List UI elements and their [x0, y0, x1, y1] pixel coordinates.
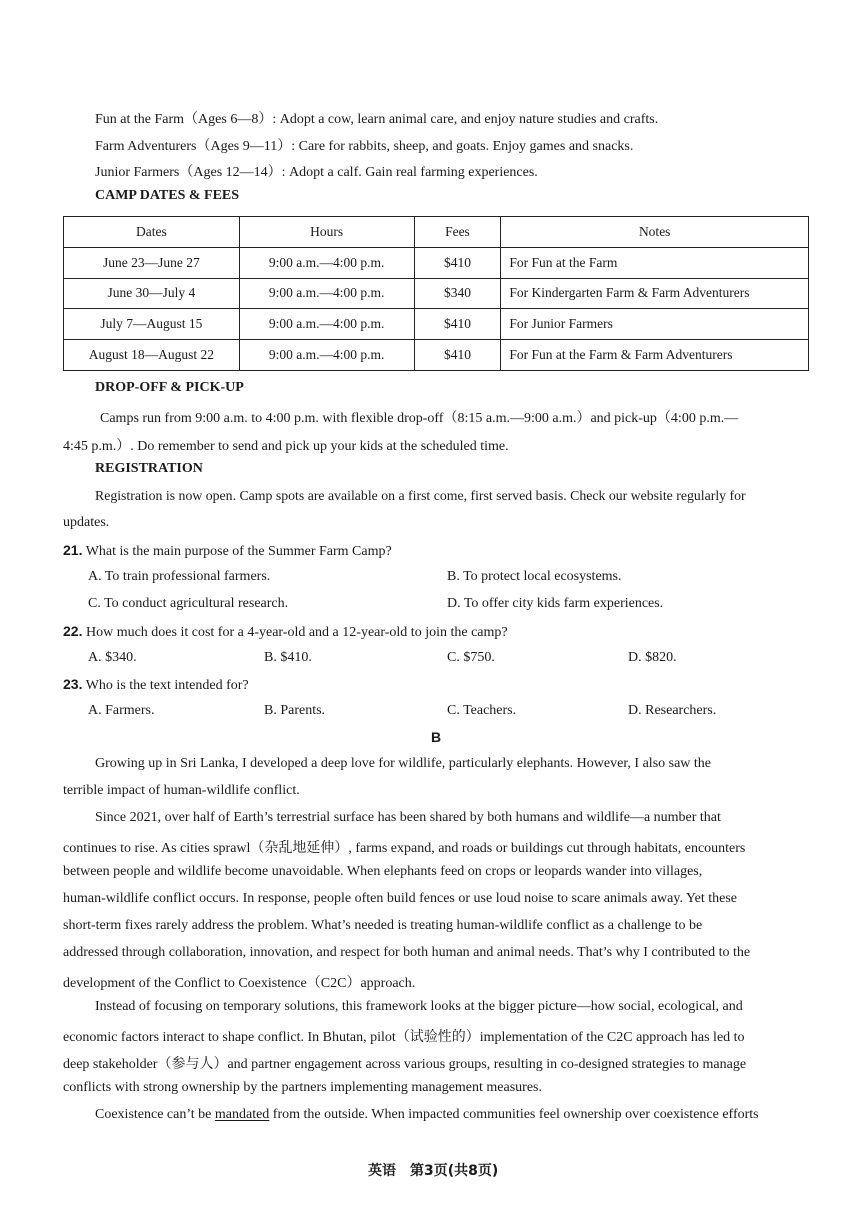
passage-p3-line-1: Instead of focusing on temporary solutions, this framework looks at the bigger picture—how social, ecological, and	[95, 999, 743, 1014]
passage-p2-line-1: Since 2021, over half of Earth’s terrestrial surface has been shared by both humans and wildlife—a number that	[95, 810, 721, 825]
dropoff-text-line-1: Camps run from 9:00 a.m. to 4:00 p.m. with flexible drop-off（8:15 a.m.—9:00 a.m.）and pick-up（4:00 p.m.—	[100, 411, 739, 426]
registration-heading: REGISTRATION	[95, 461, 203, 476]
option-23-d: D. Researchers.	[628, 703, 717, 718]
header-hours: Hours	[239, 217, 414, 248]
question-number: 22.	[63, 623, 83, 639]
passage-p1-line-1	[95, 756, 809, 772]
cell-notes: For Fun at the Farm	[501, 247, 809, 278]
option-21-c: C. To conduct agricultural research.	[88, 596, 289, 611]
cell-dates: August 18—August 22	[64, 340, 240, 371]
question-text: What is the main purpose of the Summer Farm Camp?	[85, 544, 392, 559]
header-dates: Dates	[64, 217, 240, 248]
table-row	[64, 278, 809, 309]
passage-text: from the outside. When impacted communities feel ownership over coexistence efforts	[272, 1107, 759, 1122]
passage-b-letter: B	[431, 729, 442, 745]
cell-fees: $340	[414, 278, 501, 309]
table-row	[64, 247, 809, 278]
question-23	[63, 676, 249, 694]
header-notes: Notes	[501, 217, 809, 248]
cell-fees: $410	[414, 340, 501, 371]
passage-p3-line-2: economic factors interact to shape conflict. In Bhutan, pilot（试验性的）implementation of the C2C approach has led to	[63, 1030, 745, 1045]
option-23-a: A. Farmers.	[88, 703, 155, 718]
page-footer: 英语 第3页(共8页)	[368, 1163, 499, 1179]
option-22-d: D. $820.	[628, 650, 677, 665]
program-junior-farmers: Junior Farmers（Ages 12—14）: Adopt a calf. Gain real farming experiences.	[95, 165, 538, 180]
registration-text-line-2: updates.	[63, 515, 110, 530]
cell-notes: For Fun at the Farm & Farm Adventurers	[501, 340, 809, 371]
passage-p2-line-2: continues to rise. As cities sprawl（杂乱地延伸）, farms expand, and roads or buildings cut through habitats, encounters	[63, 841, 746, 856]
question-22	[63, 623, 508, 641]
question-text: Who is the text intended for?	[85, 678, 249, 693]
cell-hours: 9:00 a.m.—4:00 p.m.	[239, 309, 414, 340]
passage-p2-line-5: short-term fixes rarely address the problem. What’s needed is treating human-wildlife conflict as a challenge to be	[63, 918, 703, 933]
option-22-a: A. $340.	[88, 650, 137, 665]
cell-hours: 9:00 a.m.—4:00 p.m.	[239, 278, 414, 309]
registration-text: Registration is now open. Camp spots are available on a first come, first served basis. Check our website regularly for	[95, 488, 746, 503]
table-header-row	[64, 217, 809, 248]
passage-text: Coexistence can’t be	[95, 1107, 212, 1122]
cell-dates: June 23—June 27	[64, 247, 240, 278]
passage-p2-line-3: between people and wildlife become unavoidable. When elephants feed on crops or leopards wander into villages,	[63, 864, 703, 879]
cell-dates: June 30—July 4	[64, 278, 240, 309]
passage-p2-line-6: addressed through collaboration, innovation, and respect for both human and animal needs. That’s why I contributed to the	[63, 945, 751, 960]
passage-p2-line-4: human-wildlife conflict occurs. In response, people often build fences or use loud noise to scare animals away. Yet these	[63, 891, 738, 906]
table-row	[64, 309, 809, 340]
option-21-b: B. To protect local ecosystems.	[447, 569, 622, 584]
table-row	[64, 340, 809, 371]
dropoff-heading: DROP-OFF & PICK-UP	[95, 380, 244, 395]
option-22-c: C. $750.	[447, 650, 495, 665]
cell-dates: July 7—August 15	[64, 309, 240, 340]
question-number: 21.	[63, 542, 83, 558]
program-farm-adventurers: Farm Adventurers（Ages 9—11）: Care for rabbits, sheep, and goats. Enjoy games and snacks.	[95, 139, 634, 154]
question-text: How much does it cost for a 4-year-old and a 12-year-old to join the camp?	[85, 625, 508, 640]
option-22-b: B. $410.	[264, 650, 312, 665]
cell-fees: $410	[414, 247, 501, 278]
passage-p1-line-2: terrible impact of human-wildlife conflict.	[63, 783, 300, 798]
cell-hours: 9:00 a.m.—4:00 p.m.	[239, 340, 414, 371]
header-fees: Fees	[414, 217, 501, 248]
cell-notes: For Junior Farmers	[501, 309, 809, 340]
option-21-d: D. To offer city kids farm experiences.	[447, 596, 664, 611]
dropoff-text-line-2: 4:45 p.m.）. Do remember to send and pick up your kids at the scheduled time.	[63, 439, 509, 454]
cell-notes: For Kindergarten Farm & Farm Adventurers	[501, 278, 809, 309]
passage-text: Growing up in Sri Lanka, I developed a deep love for wildlife, particularly elephants. However, I also saw the	[95, 756, 712, 771]
passage-p3-line-3: deep stakeholder（参与人）and partner engagement across various groups, resulting in co-designed strategies to manage	[63, 1057, 747, 1072]
question-21	[63, 542, 392, 560]
question-number: 23.	[63, 676, 83, 692]
passage-p2-line-7: development of the Conflict to Coexistence（C2C）approach.	[63, 976, 416, 991]
passage-p4-line-1	[95, 1107, 759, 1123]
option-23-b: B. Parents.	[264, 703, 326, 718]
camp-dates-heading: CAMP DATES & FEES	[95, 188, 240, 203]
cell-fees: $410	[414, 309, 501, 340]
program-fun-at-the-farm: Fun at the Farm（Ages 6—8）: Adopt a cow, learn animal care, and enjoy nature studies and crafts.	[95, 112, 659, 127]
underlined-word: mandated	[214, 1107, 270, 1122]
cell-hours: 9:00 a.m.—4:00 p.m.	[239, 247, 414, 278]
passage-p3-line-4: conflicts with strong ownership by the partners implementing management measures.	[63, 1080, 542, 1095]
option-21-a: A. To train professional farmers.	[88, 569, 271, 584]
camp-fees-table	[63, 216, 809, 371]
option-23-c: C. Teachers.	[447, 703, 517, 718]
registration-text-line-1	[95, 488, 809, 504]
